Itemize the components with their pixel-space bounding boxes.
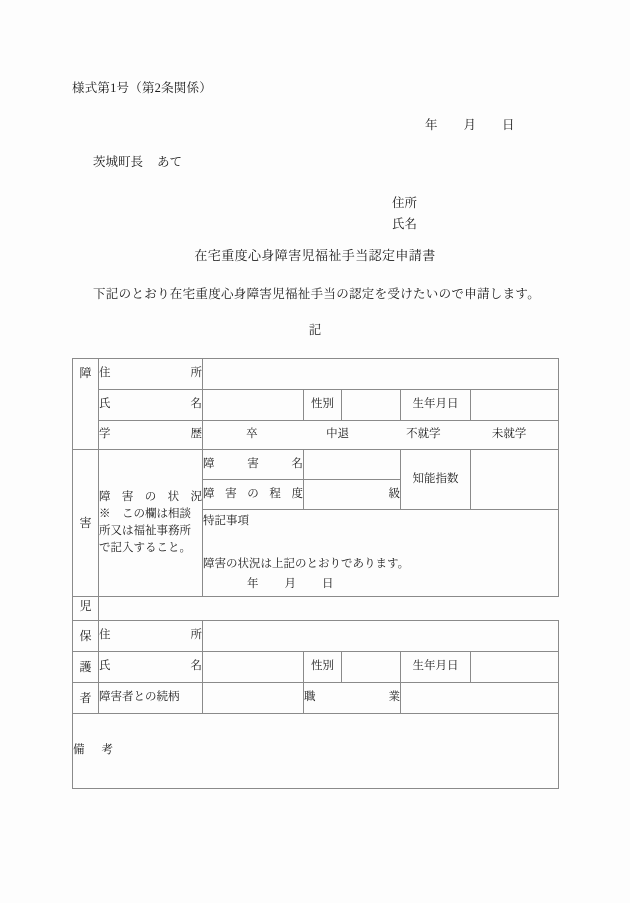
applicant-name-label: 氏名: [392, 217, 418, 231]
education-option-mishugaku[interactable]: 未就学: [491, 428, 527, 441]
addressee-name: 茨城町長: [93, 155, 144, 169]
guardian-gender-input[interactable]: [342, 652, 401, 683]
guardian-occupation-label: 職 業: [304, 683, 401, 714]
table-row-guardian-relationship: [73, 683, 559, 714]
table-row-child-education: [73, 421, 559, 450]
child-education-options: [203, 421, 559, 450]
table-row-child-name: [73, 390, 559, 421]
child-address-label: 住 所: [99, 359, 203, 390]
special-notes-title: 特記事項: [203, 515, 249, 528]
child-gender-input[interactable]: [342, 390, 401, 421]
disability-degree-input[interactable]: [304, 480, 401, 510]
spine-label-gai: 害: [73, 450, 99, 597]
table-row-guardian-name: [73, 652, 559, 683]
guardian-birthdate-input[interactable]: [471, 652, 559, 683]
disability-degree-label: 障 害 の 程 度: [203, 480, 304, 510]
disability-status-note-cell: [99, 450, 203, 597]
spine-label-ho: 保: [73, 621, 99, 652]
guardian-address-label: 住 所: [99, 621, 203, 652]
spine-label-ji: 児: [73, 597, 99, 621]
applicant-address-label: 住所: [392, 196, 418, 210]
declaration-day-label: 日: [322, 577, 334, 590]
guardian-relationship-label: 障害者との続柄: [99, 683, 203, 714]
form-number: 様式第1号（第2条関係）: [72, 81, 212, 95]
guardian-birthdate-label: 生年月日: [401, 652, 471, 683]
remarks-cell[interactable]: [73, 714, 559, 789]
disability-name-label: 障 害 名: [203, 450, 304, 480]
guardian-gender-label: 性別: [304, 652, 342, 683]
document-title: 在宅重度心身障害児福祉手当認定申請書: [194, 248, 436, 263]
table-row-guardian-address: [73, 621, 559, 652]
child-education-label: 学 歴: [99, 421, 203, 450]
education-option-chutai[interactable]: 中退: [326, 428, 350, 441]
declaration-year-label: 年: [247, 577, 259, 590]
remarks-label: 備 考: [73, 744, 113, 757]
ki-marker: 記: [308, 323, 322, 337]
application-form-table: [72, 358, 559, 789]
education-option-sotsu[interactable]: 卒: [246, 428, 258, 441]
disability-degree-unit: 級: [388, 487, 400, 500]
guardian-name-label: 氏 名: [99, 652, 203, 683]
declaration-month-label: 月: [284, 577, 296, 590]
table-row-disability-name: [73, 450, 559, 480]
application-statement: 下記のとおり在宅重度心身障害児福祉手当の認定を受けたいので申請します。: [93, 287, 541, 301]
disability-declaration: 障害の状況は上記のとおりであります。: [203, 558, 410, 571]
iq-label: 知能指数: [401, 450, 471, 510]
spine-label-sho: 障: [73, 359, 99, 450]
table-row-child-address: [73, 359, 559, 390]
date-month-label: 月: [463, 118, 477, 132]
spine-label-go: 護: [73, 652, 99, 683]
disability-status-label: 障 害 の 状 況: [99, 490, 202, 503]
child-birthdate-label: 生年月日: [401, 390, 471, 421]
guardian-relationship-input[interactable]: [203, 683, 304, 714]
special-notes-cell[interactable]: [203, 510, 559, 597]
applicant-identity-block: [392, 193, 417, 235]
child-name-input[interactable]: [203, 390, 304, 421]
disability-name-input[interactable]: [304, 450, 401, 480]
addressee-suffix: あて: [157, 155, 183, 169]
addressee-line: [93, 152, 182, 170]
child-gender-label: 性別: [304, 390, 342, 421]
date-year-label: 年: [425, 118, 438, 132]
disability-status-instruction: ※ この欄は相談所又は福祉事務所で記入すること。: [99, 507, 191, 555]
table-row-spine-ji: [73, 597, 559, 621]
table-row-remarks: [73, 714, 559, 789]
guardian-name-input[interactable]: [203, 652, 304, 683]
child-name-label: 氏 名: [99, 390, 203, 421]
guardian-occupation-input[interactable]: [401, 683, 559, 714]
child-birthdate-input[interactable]: [471, 390, 559, 421]
child-address-input[interactable]: [203, 359, 559, 390]
guardian-address-input[interactable]: [203, 621, 559, 652]
spine-label-sha: 者: [73, 683, 99, 714]
education-option-fushugaku[interactable]: 不就学: [406, 428, 441, 441]
declaration-date-line: [203, 576, 558, 593]
iq-input[interactable]: [471, 450, 559, 510]
date-day-label: 日: [502, 118, 515, 132]
submission-date-line: [425, 115, 515, 133]
